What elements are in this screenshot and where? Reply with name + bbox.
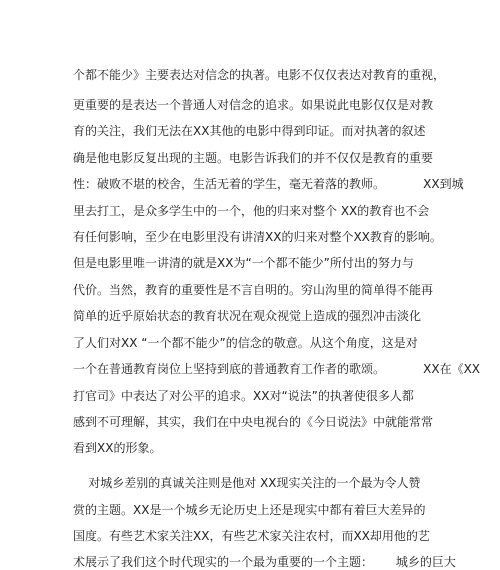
text-line: 赏的主题。XX是一个城乡无论历史上还是现实中都有着巨大差异的 xyxy=(73,503,426,517)
text-line: 术展示了我们这个时代现实的一个最为重要的一个主题： 城乡的巨大 xyxy=(73,555,456,569)
text-line: 性：破败不堪的校舍，生活无着的学生，毫无着落的教师。 XX到城 xyxy=(73,177,464,191)
text-line: 但是电影里唯一讲清的就是XX为“一个都不能少”所付出的努力与 xyxy=(73,256,414,270)
text-line: 看到XX的形象。 xyxy=(73,441,162,455)
text-line: 一个在普通教育岗位上坚持到底的普通教育工作者的歌颂。 XX在《XX xyxy=(73,362,481,376)
text-line: 有任何影响，至少在电影里没有讲清XX的归来对整个XX教育的影响。 xyxy=(73,230,442,244)
text-line: 对城乡差别的真诚关注则是他对 XX现实关注的一个最为令人赞 xyxy=(73,476,421,490)
text-line: 简单的近乎原始状态的教育状况在观众视觉上造成的强烈冲击淡化 xyxy=(73,309,422,323)
text-line: 国度。有些艺术家关注XX，有些艺术家关注农村，而XX却用他的艺 xyxy=(73,529,430,543)
text-line: 感到不可理解，其实，我们在中央电视台的《今日说法》中就能常常 xyxy=(73,415,434,429)
text-line: 个都不能少》主要表达对信念的执著。电影不仅仅表达对教育的重视， xyxy=(73,68,446,82)
text-line: 里去打工，是众多学生中的一个，他的归来对整个 XX的教育也不会 xyxy=(73,204,430,218)
text-line: 育的关注，我们无法在XX其他的电影中得到印证。而对执著的叙述 xyxy=(73,124,426,138)
text-line: 代价。当然，教育的重要性是不言自明的。穷山沟里的简单得不能再 xyxy=(73,283,434,297)
text-line: 更重要的是表达一个普通人对信念的追求。如果说此电影仅仅是对教 xyxy=(73,98,434,112)
text-line: 打官司》中表达了对公平的追求。XX对“说法”的执著使很多人都 xyxy=(73,389,414,403)
text-line: 了人们对XX “一个都不能少”的信念的敬意。从这个角度，这是对 xyxy=(73,336,418,350)
text-line: 确是他电影反复出现的主题。电影告诉我们的并不仅仅是教育的重要 xyxy=(73,151,434,165)
